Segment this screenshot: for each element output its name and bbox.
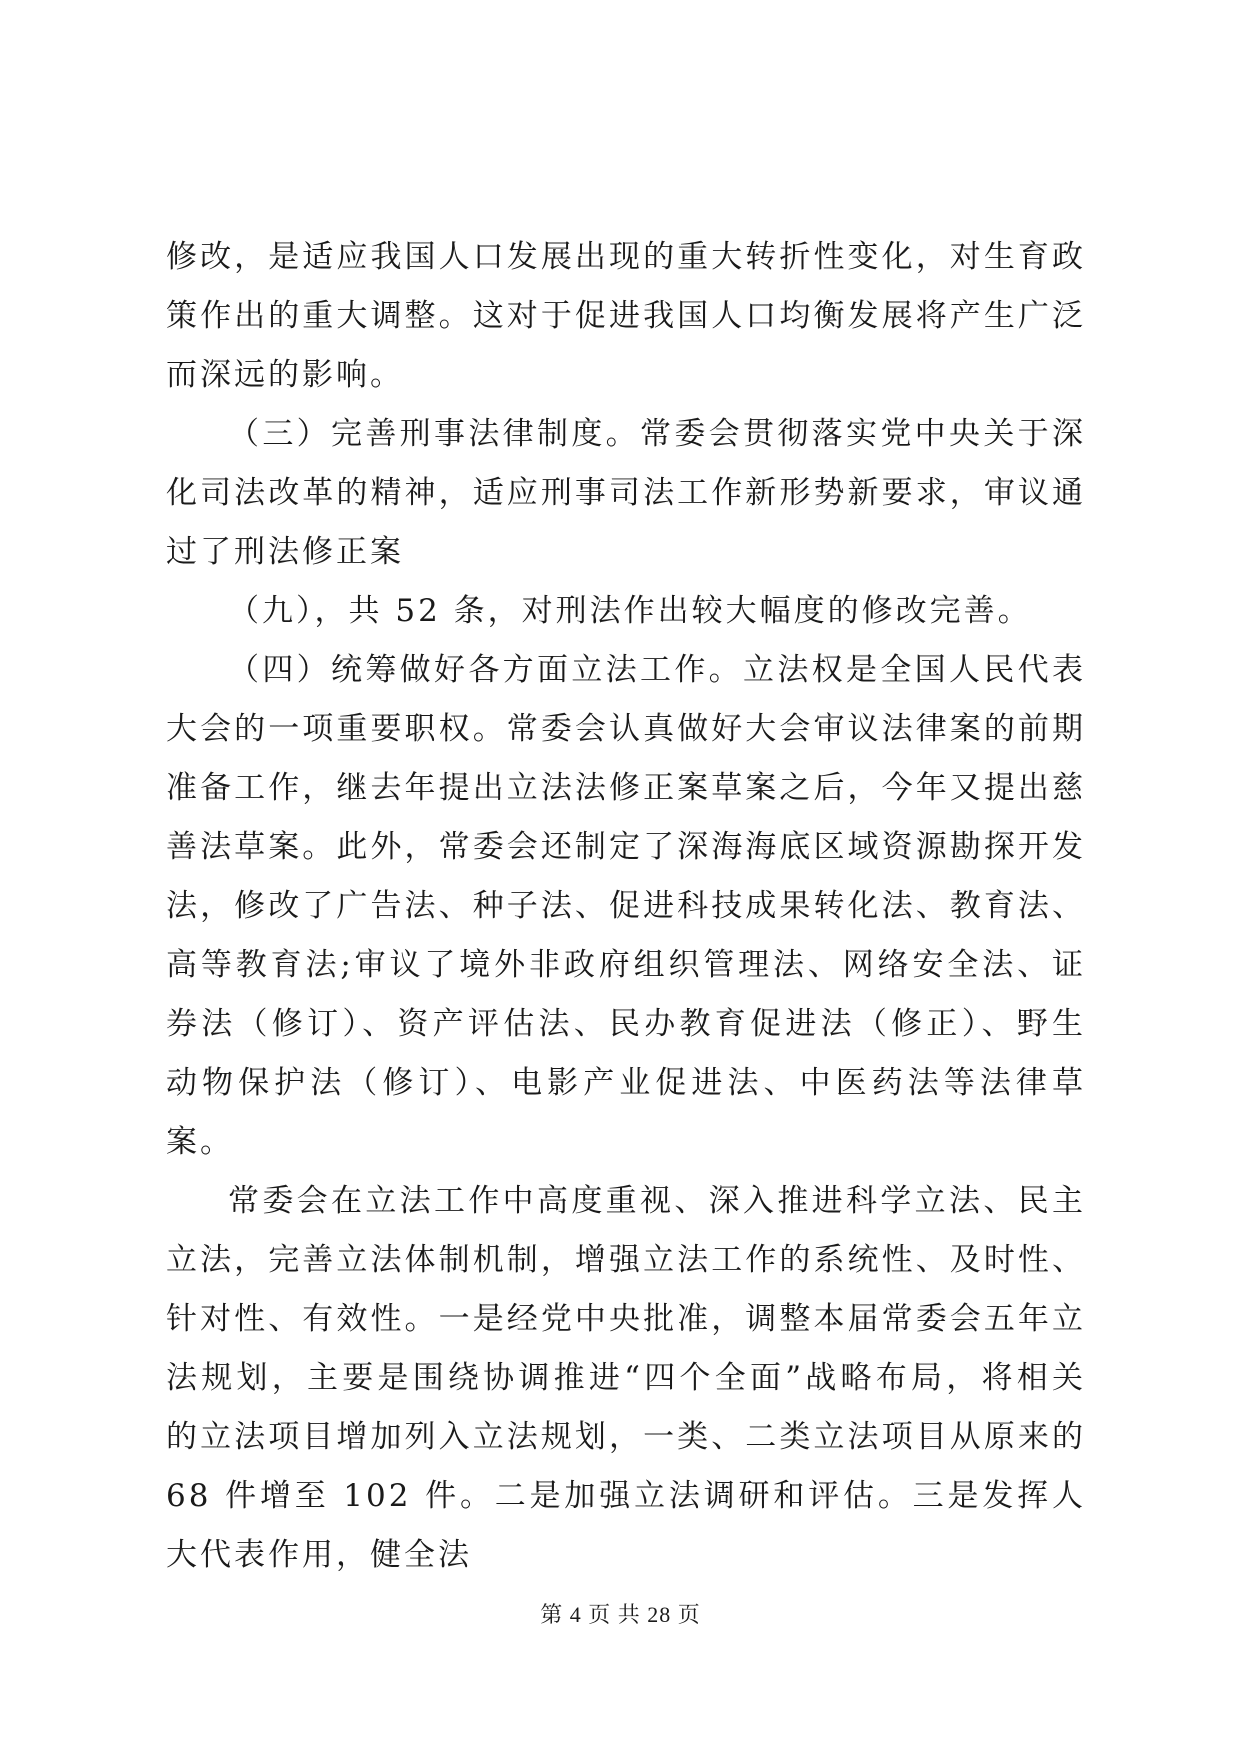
document-body bbox=[166, 228, 1086, 1585]
paragraph-legislative-work: 常委会在立法工作中高度重视、深入推进科学立法、民主立法，完善立法体制机制，增强立法工作的系统性、及时性、针对性、有效性。一是经党中央批准，调整本届常委会五年立法规划，主要是围绕协调推进“四个全面”战略布局，将相关的立法项目增加列入立法规划，一类、二类立法项目从原来的 68 件增至 102 件。二是加强立法调研和评估。三是发挥人大代表作用，健全法 bbox=[166, 1183, 1086, 1573]
paragraph-section-four: （四）统筹做好各方面立法工作。立法权是全国人民代表大会的一项重要职权。常委会认真做好大会审议法律案的前期准备工作，继去年提出立法法修正案草案之后，今年又提出慈善法草案。此外，常委会还制定了深海海底区域资源勘探开发法，修改了广告法、种子法、促进科技成果转化法、教育法、高等教育法;审议了境外非政府组织管理法、网络安全法、证券法（修订）、资产评估法、民办教育促进法（修正）、野生动物保护法（修订）、电影产业促进法、中医药法等法律草案。 bbox=[166, 652, 1086, 1160]
paragraph-section-three: （三）完善刑事法律制度。常委会贯彻落实党中央关于深化司法改革的精神，适应刑事司法工作新形势新要求，审议通过了刑法修正案 bbox=[166, 416, 1086, 570]
paragraph-continuation: 修改，是适应我国人口发展出现的重大转折性变化，对生育政策作出的重大调整。这对于促进我国人口均衡发展将产生广泛而深远的影响。 bbox=[166, 239, 1086, 393]
page-footer: 第 4 页 共 28 页 bbox=[540, 1602, 701, 1627]
paragraph-amendment-nine: （九），共 52 条，对刑法作出较大幅度的修改完善。 bbox=[228, 593, 1032, 629]
